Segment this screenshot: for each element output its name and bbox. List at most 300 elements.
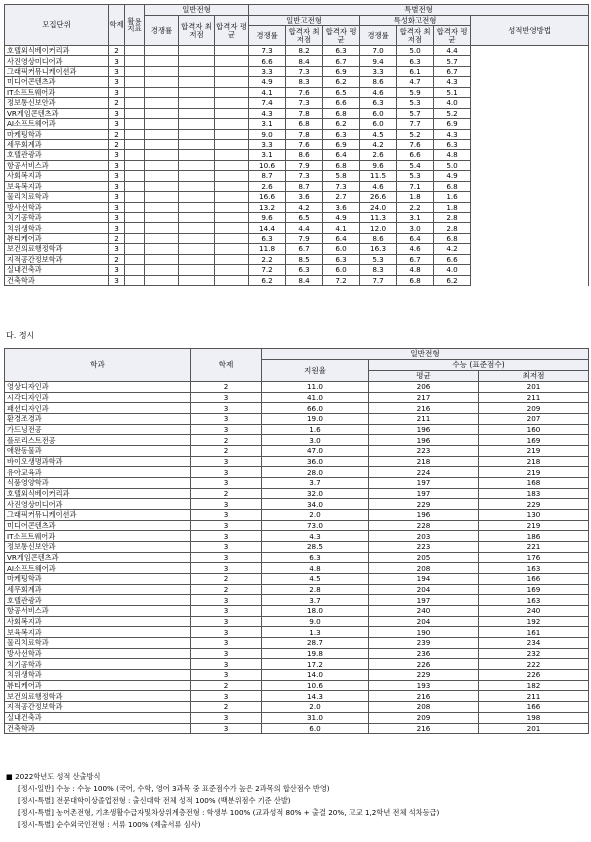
value-cell: 6.9	[323, 139, 360, 149]
value-cell	[145, 275, 179, 285]
value-cell	[179, 150, 215, 160]
method-cell	[471, 119, 589, 129]
value-cell: 7.3	[286, 66, 323, 76]
value-cell: 3	[109, 150, 125, 160]
value-cell	[145, 150, 179, 160]
value-cell: 218	[369, 456, 479, 467]
value-cell: 3	[109, 66, 125, 76]
value-cell	[125, 181, 145, 191]
value-cell: 13.2	[249, 202, 286, 212]
value-cell: 6.3	[323, 129, 360, 139]
value-cell: 219	[479, 446, 589, 457]
value-cell: 11.8	[249, 244, 286, 254]
value-cell: 14.4	[249, 223, 286, 233]
value-cell: 4.3	[434, 77, 471, 87]
value-cell: 12.0	[360, 223, 397, 233]
value-cell	[125, 150, 145, 160]
value-cell	[125, 108, 145, 118]
unit-name-cell: 뷰티케어과	[5, 233, 109, 243]
value-cell	[145, 98, 179, 108]
value-cell: 6.2	[249, 275, 286, 285]
value-cell: 240	[479, 606, 589, 617]
header-comp: 경쟁률	[145, 16, 179, 46]
header-applicants: 지원율	[262, 360, 369, 382]
notes-title: ■ 2022학년도 성적 산출방식	[6, 772, 101, 781]
table-row	[5, 265, 589, 275]
value-cell	[145, 233, 179, 243]
value-cell: 4.6	[397, 244, 434, 254]
note-item: [정시-특별] 순수외국인전형 : 서류 100% (제출서류 심사)	[18, 820, 201, 829]
value-cell: 6.8	[434, 233, 471, 243]
value-cell	[179, 139, 215, 149]
value-cell: 6.0	[323, 265, 360, 275]
dept-name-cell: 건축학과	[5, 723, 191, 734]
table-row	[5, 275, 589, 285]
table-row	[5, 424, 589, 435]
value-cell: 229	[369, 670, 479, 681]
unit-name-cell: 사진영상미디어과	[5, 56, 109, 66]
header-avgpass: 합격자 평균	[434, 26, 471, 46]
value-cell	[125, 46, 145, 56]
table-row	[5, 87, 589, 97]
table-row	[5, 77, 589, 87]
value-cell	[215, 244, 249, 254]
value-cell: 3	[191, 648, 262, 659]
value-cell: 4.2	[434, 244, 471, 254]
value-cell: 9.0	[249, 129, 286, 139]
unit-name-cell: 보육복지과	[5, 181, 109, 191]
value-cell: 6.3	[323, 254, 360, 264]
method-cell	[471, 254, 589, 264]
value-cell: 8.7	[286, 181, 323, 191]
value-cell: 32.0	[262, 488, 369, 499]
value-cell: 6.3	[286, 265, 323, 275]
value-cell: 6.4	[323, 150, 360, 160]
value-cell: 223	[369, 446, 479, 457]
value-cell: 2.8	[434, 213, 471, 223]
value-cell: 3	[191, 691, 262, 702]
value-cell: 1.6	[434, 192, 471, 202]
value-cell: 3	[109, 77, 125, 87]
dept-name-cell: 바이오생명과학과	[5, 456, 191, 467]
value-cell: 3.7	[262, 478, 369, 489]
value-cell: 201	[479, 382, 589, 393]
dept-name-cell: 호텔외식베이커리과	[5, 488, 191, 499]
table-row	[5, 691, 589, 702]
table-row	[5, 670, 589, 681]
value-cell: 216	[369, 691, 479, 702]
dept-name-cell: 물리치료학과	[5, 638, 191, 649]
table-row	[5, 627, 589, 638]
value-cell: 208	[369, 702, 479, 713]
unit-name-cell: 방사선학과	[5, 202, 109, 212]
value-cell	[179, 192, 215, 202]
header-general: 일반전형	[145, 5, 249, 16]
value-cell: 6.9	[434, 119, 471, 129]
value-cell	[125, 265, 145, 275]
value-cell: 207	[479, 414, 589, 425]
value-cell: 7.8	[286, 129, 323, 139]
table-row	[5, 119, 589, 129]
value-cell: 4.8	[262, 563, 369, 574]
value-cell	[145, 87, 179, 97]
value-cell: 2	[191, 584, 262, 595]
value-cell	[125, 77, 145, 87]
dept-name-cell: 호텔관광과	[5, 595, 191, 606]
value-cell: 47.0	[262, 446, 369, 457]
value-cell	[125, 244, 145, 254]
method-cell	[471, 129, 589, 139]
value-cell: 239	[369, 638, 479, 649]
table-row	[5, 129, 589, 139]
dept-name-cell: 시각디자인과	[5, 392, 191, 403]
value-cell: 1.8	[434, 202, 471, 212]
value-cell	[145, 171, 179, 181]
value-cell	[145, 46, 179, 56]
value-cell: 14.0	[262, 670, 369, 681]
dept-name-cell: 영상디자인과	[5, 382, 191, 393]
header-method: 성적반영방법	[471, 16, 589, 46]
value-cell: 169	[479, 435, 589, 446]
value-cell: 130	[479, 510, 589, 521]
value-cell: 3.7	[262, 595, 369, 606]
method-cell	[471, 223, 589, 233]
header-comp: 경쟁률	[360, 26, 397, 46]
table-row	[5, 213, 589, 223]
value-cell: 4.3	[249, 108, 286, 118]
value-cell	[215, 171, 249, 181]
value-cell	[215, 192, 249, 202]
table-susi-results	[4, 4, 589, 286]
header-years: 학제	[109, 5, 125, 46]
value-cell: 6.0	[360, 108, 397, 118]
method-cell	[471, 171, 589, 181]
table-row	[5, 108, 589, 118]
header-minpass: 합격자 최저점	[179, 16, 215, 46]
value-cell	[125, 139, 145, 149]
table-row	[5, 584, 589, 595]
value-cell: 3	[191, 424, 262, 435]
value-cell: 3	[191, 414, 262, 425]
value-cell: 193	[369, 680, 479, 691]
value-cell: 6.7	[286, 244, 323, 254]
table-row	[5, 98, 589, 108]
value-cell: 3	[191, 595, 262, 606]
header-csat: 수능 (표준점수)	[369, 360, 589, 371]
value-cell: 2.6	[360, 150, 397, 160]
table-row	[5, 171, 589, 181]
dept-name-cell: 보육복지과	[5, 627, 191, 638]
method-cell	[471, 192, 589, 202]
method-cell	[471, 150, 589, 160]
table-row	[5, 552, 589, 563]
value-cell: 2	[109, 98, 125, 108]
table-row	[5, 574, 589, 585]
method-cell	[471, 160, 589, 170]
value-cell: 209	[369, 712, 479, 723]
value-cell: 17.2	[262, 659, 369, 670]
value-cell	[215, 223, 249, 233]
value-cell: 197	[369, 478, 479, 489]
value-cell: 3	[109, 108, 125, 118]
value-cell: 73.0	[262, 520, 369, 531]
value-cell: 28.0	[262, 467, 369, 478]
note-item: [정시-일반] 수능 : 수능 100% (국어, 수학, 영어 3과목 중 표준점수가 높은 2과목의 합산점수 반영)	[18, 784, 330, 793]
value-cell: 6.8	[434, 181, 471, 191]
value-cell: 3	[109, 87, 125, 97]
header-dept: 학과	[5, 349, 191, 382]
value-cell: 4.0	[434, 98, 471, 108]
value-cell: 10.6	[249, 160, 286, 170]
table-row	[5, 233, 589, 243]
value-cell: 3	[191, 392, 262, 403]
value-cell: 5.7	[434, 56, 471, 66]
header-minpass: 합격자 최저점	[397, 26, 434, 46]
value-cell	[125, 87, 145, 97]
value-cell: 163	[479, 595, 589, 606]
header-comp: 경쟁률	[249, 26, 286, 46]
method-cell	[471, 66, 589, 76]
table-row	[5, 616, 589, 627]
method-cell	[471, 244, 589, 254]
value-cell: 14.3	[262, 691, 369, 702]
value-cell	[215, 98, 249, 108]
value-cell	[145, 223, 179, 233]
value-cell	[215, 77, 249, 87]
value-cell: 3	[191, 552, 262, 563]
value-cell: 16.3	[360, 244, 397, 254]
value-cell: 3	[109, 171, 125, 181]
value-cell: 3	[191, 627, 262, 638]
value-cell	[215, 129, 249, 139]
value-cell	[179, 244, 215, 254]
dept-name-cell: 사회복지과	[5, 616, 191, 627]
value-cell: 4.1	[323, 223, 360, 233]
value-cell: 161	[479, 627, 589, 638]
table-row	[5, 392, 589, 403]
value-cell	[125, 213, 145, 223]
unit-name-cell: 마케팅학과	[5, 129, 109, 139]
table-row	[5, 563, 589, 574]
value-cell: 198	[479, 712, 589, 723]
value-cell: 6.8	[286, 119, 323, 129]
value-cell: 28.7	[262, 638, 369, 649]
value-cell: 5.2	[397, 129, 434, 139]
dept-name-cell: 사진영상미디어과	[5, 499, 191, 510]
value-cell: 8.6	[286, 150, 323, 160]
value-cell: 196	[369, 424, 479, 435]
value-cell: 2.8	[434, 223, 471, 233]
value-cell: 216	[369, 723, 479, 734]
value-cell: 221	[479, 542, 589, 553]
value-cell: 3	[191, 499, 262, 510]
unit-name-cell: 호텔외식베이커리과	[5, 46, 109, 56]
value-cell	[145, 202, 179, 212]
value-cell: 3.1	[397, 213, 434, 223]
value-cell: 194	[369, 574, 479, 585]
value-cell: 209	[479, 403, 589, 414]
table-row	[5, 499, 589, 510]
value-cell: 229	[369, 499, 479, 510]
value-cell: 1.3	[262, 627, 369, 638]
value-cell: 236	[369, 648, 479, 659]
value-cell: 5.9	[397, 87, 434, 97]
value-cell	[145, 254, 179, 264]
value-cell	[215, 66, 249, 76]
value-cell: 19.8	[262, 648, 369, 659]
table-row	[5, 254, 589, 264]
dept-name-cell: 가드닝전공	[5, 424, 191, 435]
value-cell: 7.6	[397, 139, 434, 149]
value-cell: 8.6	[360, 233, 397, 243]
value-cell: 3.1	[249, 119, 286, 129]
value-cell: 176	[479, 552, 589, 563]
dept-name-cell: IT소프트웨어과	[5, 531, 191, 542]
value-cell	[125, 160, 145, 170]
susi-table-body	[5, 46, 589, 286]
method-cell	[471, 265, 589, 275]
table-row	[5, 202, 589, 212]
value-cell: 6.2	[434, 275, 471, 285]
unit-name-cell: 물리치료학과	[5, 192, 109, 202]
value-cell: 3.3	[360, 66, 397, 76]
value-cell: 3	[191, 542, 262, 553]
value-cell: 2.7	[323, 192, 360, 202]
value-cell	[125, 254, 145, 264]
value-cell: 6.6	[397, 150, 434, 160]
value-cell	[179, 213, 215, 223]
dept-name-cell: 플로리스트전공	[5, 435, 191, 446]
table-row	[5, 680, 589, 691]
value-cell: 8.6	[360, 77, 397, 87]
value-cell: 4.6	[360, 87, 397, 97]
value-cell: 222	[479, 659, 589, 670]
table-jeongsi-results	[4, 348, 589, 734]
value-cell: 9.0	[262, 616, 369, 627]
value-cell: 7.9	[286, 160, 323, 170]
jeongsi-table-body	[5, 382, 589, 734]
value-cell: 223	[369, 542, 479, 553]
value-cell	[179, 66, 215, 76]
value-cell: 3	[109, 223, 125, 233]
value-cell: 229	[479, 499, 589, 510]
dept-name-cell: 애완동물과	[5, 446, 191, 457]
value-cell: 9.4	[360, 56, 397, 66]
value-cell: 2.0	[262, 510, 369, 521]
table-row	[5, 478, 589, 489]
value-cell: 3	[191, 638, 262, 649]
unit-name-cell: 미디어콘텐츠과	[5, 77, 109, 87]
value-cell: 3	[109, 265, 125, 275]
unit-name-cell: 정보통신보안과	[5, 98, 109, 108]
table-row	[5, 702, 589, 713]
value-cell	[179, 87, 215, 97]
dept-name-cell: 뷰티케어과	[5, 680, 191, 691]
value-cell: 7.7	[397, 119, 434, 129]
header-avgpass: 합격자 평균	[215, 16, 249, 46]
value-cell: 9.6	[249, 213, 286, 223]
value-cell: 3	[109, 202, 125, 212]
value-cell: 2.2	[397, 202, 434, 212]
value-cell: 7.9	[286, 233, 323, 243]
value-cell	[179, 265, 215, 275]
value-cell: 4.3	[262, 531, 369, 542]
header-avgpass: 합격자 평균	[323, 26, 360, 46]
value-cell: 18.0	[262, 606, 369, 617]
value-cell: 2.0	[262, 702, 369, 713]
method-cell	[471, 77, 589, 87]
value-cell: 3	[109, 160, 125, 170]
value-cell: 7.3	[249, 46, 286, 56]
value-cell: 3	[191, 659, 262, 670]
value-cell: 4.2	[286, 202, 323, 212]
value-cell: 206	[369, 382, 479, 393]
value-cell: 197	[369, 595, 479, 606]
value-cell: 5.3	[360, 254, 397, 264]
header-general: 일반전형	[262, 349, 589, 360]
method-cell	[471, 213, 589, 223]
value-cell: 168	[479, 478, 589, 489]
value-cell: 182	[479, 680, 589, 691]
value-cell: 19.0	[262, 414, 369, 425]
value-cell: 41.0	[262, 392, 369, 403]
dept-name-cell: 항공서비스과	[5, 606, 191, 617]
value-cell	[179, 233, 215, 243]
unit-name-cell: 실내건축과	[5, 265, 109, 275]
value-cell: 3	[191, 723, 262, 734]
value-cell: 4.2	[360, 139, 397, 149]
value-cell: 8.2	[286, 46, 323, 56]
value-cell: 7.3	[286, 171, 323, 181]
value-cell: 6.0	[360, 119, 397, 129]
table-row	[5, 712, 589, 723]
value-cell	[215, 150, 249, 160]
value-cell: 1.6	[262, 424, 369, 435]
notes-section	[6, 771, 439, 831]
value-cell: 3	[109, 244, 125, 254]
value-cell: 2	[191, 680, 262, 691]
value-cell: 11.3	[360, 213, 397, 223]
value-cell: 4.5	[262, 574, 369, 585]
value-cell: 6.3	[323, 46, 360, 56]
value-cell	[215, 160, 249, 170]
value-cell: 190	[369, 627, 479, 638]
dept-name-cell: 세무회계과	[5, 584, 191, 595]
value-cell: 6.9	[323, 66, 360, 76]
value-cell: 3	[191, 563, 262, 574]
value-cell: 204	[369, 584, 479, 595]
unit-name-cell: 사회복지과	[5, 171, 109, 181]
value-cell: 3.3	[249, 139, 286, 149]
value-cell: 3	[191, 510, 262, 521]
value-cell: 197	[369, 488, 479, 499]
value-cell	[179, 202, 215, 212]
unit-name-cell: 치위생학과	[5, 223, 109, 233]
value-cell: 7.7	[360, 275, 397, 285]
value-cell: 3	[109, 192, 125, 202]
value-cell: 6.3	[360, 98, 397, 108]
table-row	[5, 488, 589, 499]
dept-name-cell: 식품영양학과	[5, 478, 191, 489]
value-cell	[215, 46, 249, 56]
unit-name-cell: VR게임콘텐츠과	[5, 108, 109, 118]
value-cell: 7.6	[286, 139, 323, 149]
table-row	[5, 244, 589, 254]
value-cell	[125, 129, 145, 139]
value-cell	[125, 119, 145, 129]
value-cell: 4.3	[434, 129, 471, 139]
value-cell: 3	[109, 181, 125, 191]
